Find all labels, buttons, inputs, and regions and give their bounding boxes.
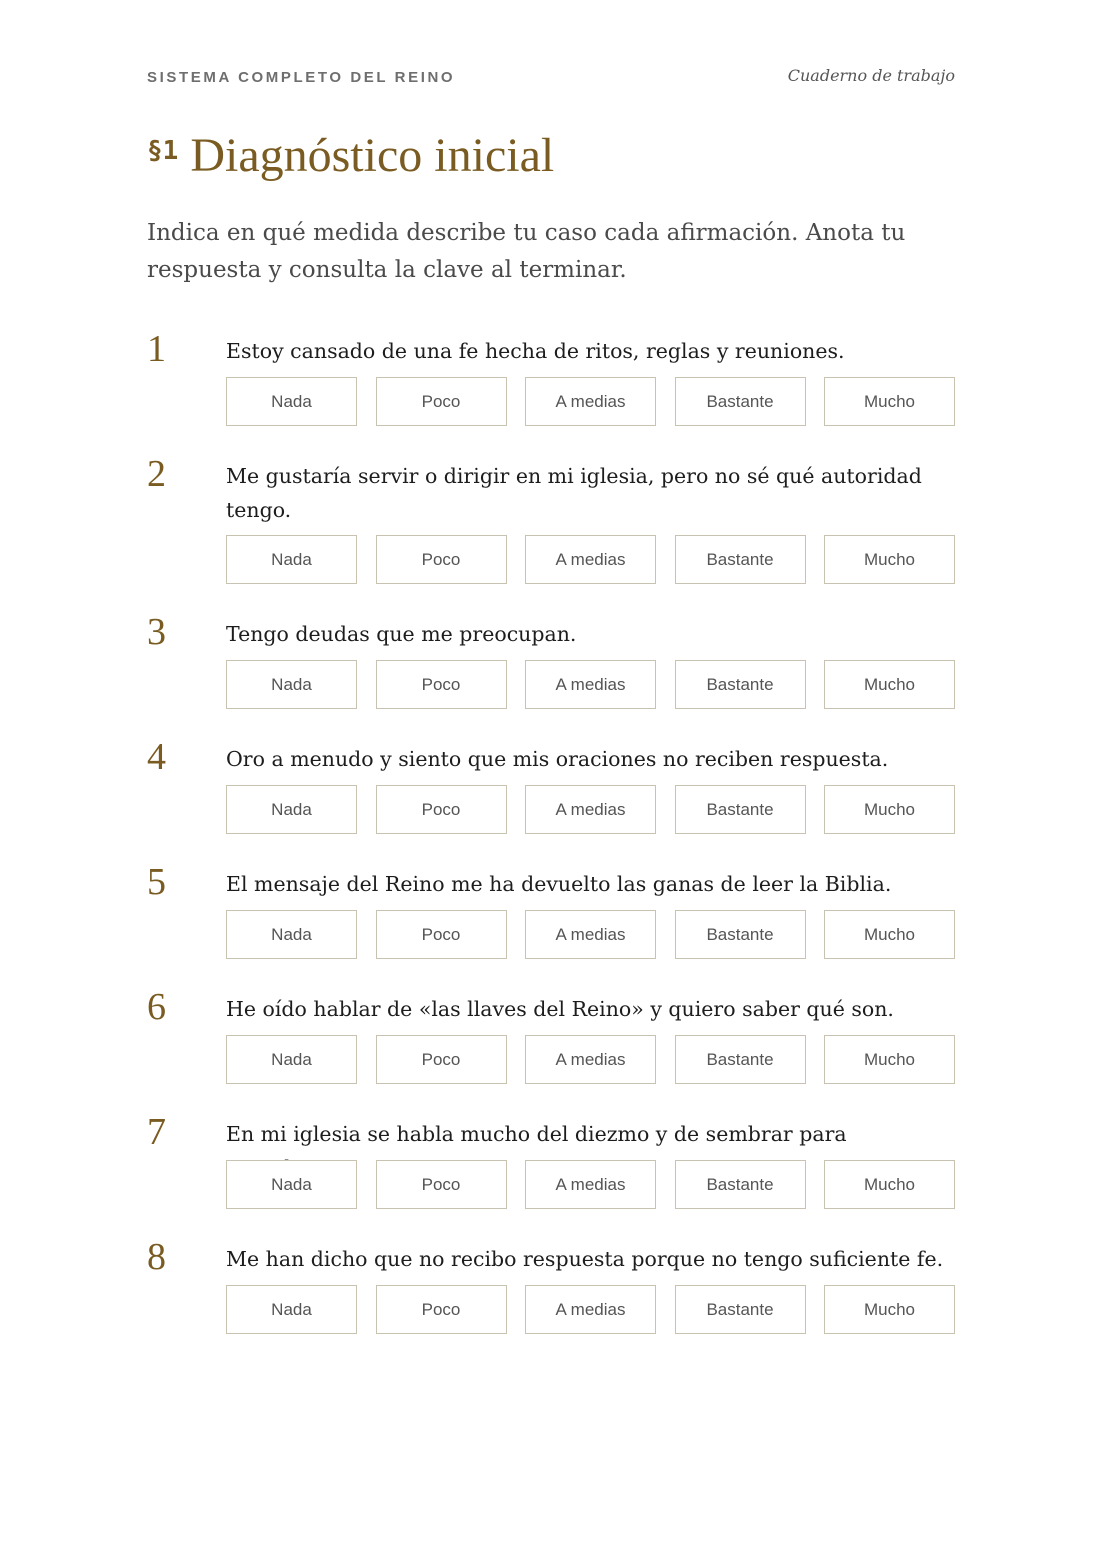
instructions: Indica en qué medida describe tu caso cada afirmación. Anota tu respuesta y consulta la clave al terminar. xyxy=(147,220,906,283)
option-bastante-button[interactable]: Bastante xyxy=(675,1285,806,1334)
option-mucho-button[interactable]: Mucho xyxy=(824,785,955,834)
option-poco-button[interactable]: Poco xyxy=(376,660,507,709)
page-title: Diagnóstico inicial xyxy=(190,129,555,182)
answer-options xyxy=(226,535,955,586)
option-mucho-button[interactable]: Mucho xyxy=(824,1285,955,1334)
question-item xyxy=(147,738,955,863)
option-a-medias-button[interactable]: A medias xyxy=(525,785,656,834)
option-poco-button[interactable]: Poco xyxy=(376,377,507,426)
question-number: 6 xyxy=(147,986,166,1028)
option-poco-button[interactable]: Poco xyxy=(376,535,507,584)
option-mucho-button[interactable]: Mucho xyxy=(824,660,955,709)
option-a-medias-button[interactable]: A medias xyxy=(525,377,656,426)
option-nada-button[interactable]: Nada xyxy=(226,910,357,959)
question-item xyxy=(147,330,955,455)
workbook-label: Cuaderno de trabajo xyxy=(787,66,955,85)
option-bastante-button[interactable]: Bastante xyxy=(675,1160,806,1209)
option-nada-button[interactable]: Nada xyxy=(226,785,357,834)
question-number: 3 xyxy=(147,611,166,653)
running-title: SISTEMA COMPLETO DEL REINO xyxy=(147,69,456,86)
option-mucho-button[interactable]: Mucho xyxy=(824,1160,955,1209)
option-mucho-button[interactable]: Mucho xyxy=(824,1035,955,1084)
question-text: Oro a menudo y siento que mis oraciones no reciben respuesta. xyxy=(226,747,889,771)
option-nada-button[interactable]: Nada xyxy=(226,660,357,709)
question-number: 2 xyxy=(147,453,166,495)
option-nada-button[interactable]: Nada xyxy=(226,377,357,426)
option-nada-button[interactable]: Nada xyxy=(226,1160,357,1209)
question-text: Tengo deudas que me preocupan. xyxy=(226,622,577,646)
question-text: Me han dicho que no recibo respuesta porque no tengo suficiente fe. xyxy=(226,1247,944,1271)
question-item xyxy=(147,455,955,613)
question-item xyxy=(147,988,955,1113)
answer-options xyxy=(226,910,955,961)
question-text: He oído hablar de «las llaves del Reino» y quiero saber qué son. xyxy=(226,997,894,1021)
answer-options xyxy=(226,1160,955,1211)
question-number: 4 xyxy=(147,736,166,778)
section-heading xyxy=(147,128,554,183)
option-poco-button[interactable]: Poco xyxy=(376,910,507,959)
option-poco-button[interactable]: Poco xyxy=(376,785,507,834)
answer-options xyxy=(226,1285,955,1336)
option-a-medias-button[interactable]: A medias xyxy=(525,1285,656,1334)
answer-options xyxy=(226,785,955,836)
option-a-medias-button[interactable]: A medias xyxy=(525,1160,656,1209)
question-number: 5 xyxy=(147,861,166,903)
answer-options xyxy=(226,377,955,428)
question-item xyxy=(147,1238,955,1363)
question-item xyxy=(147,613,955,738)
option-bastante-button[interactable]: Bastante xyxy=(675,910,806,959)
question-text: El mensaje del Reino me ha devuelto las ganas de leer la Biblia. xyxy=(226,872,892,896)
question-text: En mi iglesia se habla mucho del diezmo y de sembrar para xyxy=(226,1122,847,1146)
option-poco-button[interactable]: Poco xyxy=(376,1035,507,1084)
page-header xyxy=(147,66,955,90)
answer-options xyxy=(226,1035,955,1086)
option-mucho-button[interactable]: Mucho xyxy=(824,377,955,426)
section-number: §1 xyxy=(147,136,179,166)
option-bastante-button[interactable]: Bastante xyxy=(675,377,806,426)
question-number: 1 xyxy=(147,328,166,370)
option-bastante-button[interactable]: Bastante xyxy=(675,535,806,584)
option-bastante-button[interactable]: Bastante xyxy=(675,1035,806,1084)
option-poco-button[interactable]: Poco xyxy=(376,1285,507,1334)
question-item xyxy=(147,863,955,988)
option-bastante-button[interactable]: Bastante xyxy=(675,660,806,709)
option-a-medias-button[interactable]: A medias xyxy=(525,910,656,959)
question-text: Estoy cansado de una fe hecha de ritos, reglas y reuniones. xyxy=(226,339,845,363)
option-nada-button[interactable]: Nada xyxy=(226,1035,357,1084)
option-a-medias-button[interactable]: A medias xyxy=(525,660,656,709)
option-mucho-button[interactable]: Mucho xyxy=(824,910,955,959)
answer-options xyxy=(226,660,955,711)
option-a-medias-button[interactable]: A medias xyxy=(525,535,656,584)
option-a-medias-button[interactable]: A medias xyxy=(525,1035,656,1084)
option-nada-button[interactable]: Nada xyxy=(226,1285,357,1334)
option-poco-button[interactable]: Poco xyxy=(376,1160,507,1209)
question-number: 8 xyxy=(147,1236,166,1278)
option-bastante-button[interactable]: Bastante xyxy=(675,785,806,834)
question-number: 7 xyxy=(147,1111,166,1153)
option-mucho-button[interactable]: Mucho xyxy=(824,535,955,584)
question-list xyxy=(147,330,955,1363)
question-text: Me gustaría servir o dirigir en mi iglesia, pero no sé qué autoridad tengo. xyxy=(226,464,922,522)
option-nada-button[interactable]: Nada xyxy=(226,535,357,584)
question-item xyxy=(147,1113,955,1238)
